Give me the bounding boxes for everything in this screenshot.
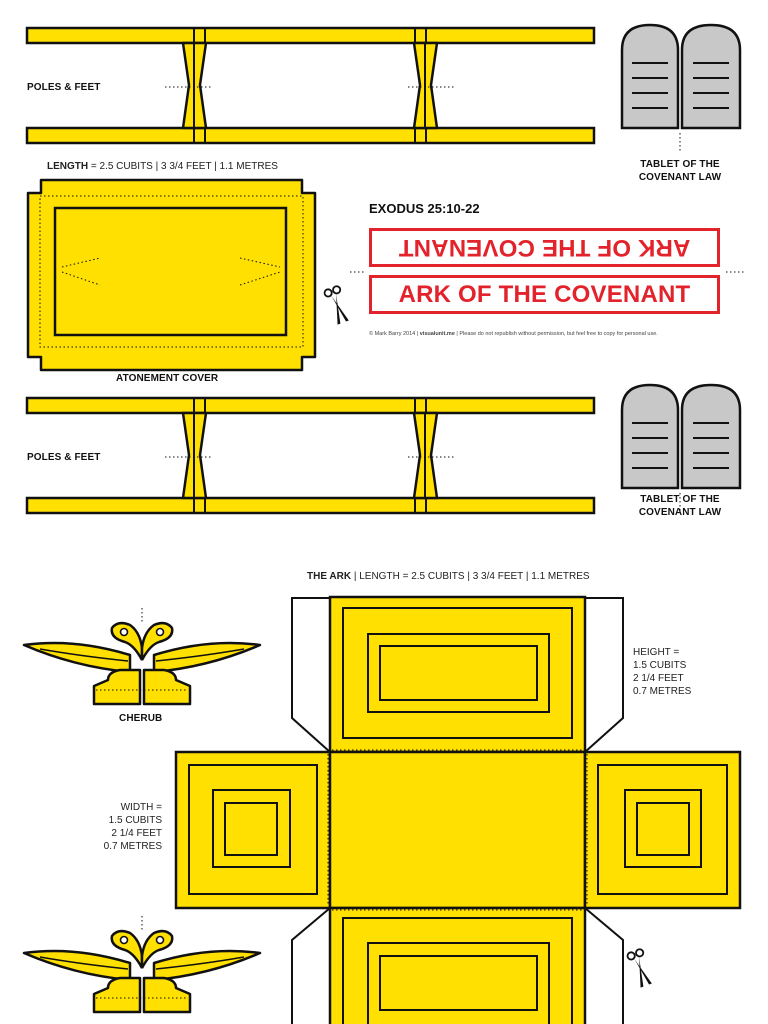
cherub-top-icon (24, 608, 260, 704)
cherub-bottom-icon (24, 916, 260, 1012)
poles-feet-label: POLES & FEET (27, 82, 101, 93)
copyright-b: | Please do not republish without permission, but feel free to copy for personal use. (454, 331, 658, 337)
scissors-icon (627, 948, 655, 988)
ark-length-label (307, 571, 590, 582)
copyright-a: © Mark Barry 2014 | (369, 331, 420, 337)
width-measure (82, 801, 162, 853)
height-measure (633, 646, 691, 698)
height-line: 0.7 METRES (633, 686, 692, 697)
tablet-top-icon (622, 25, 740, 152)
width-line: 0.7 METRES (103, 841, 162, 852)
scissors-icon (324, 285, 352, 325)
atonement-cover-label: ATONEMENT COVER (116, 373, 219, 384)
tablet-label: TABLET OF THE COVENANT LAW (638, 494, 722, 518)
cover-length-label-bold: LENGTH (47, 161, 89, 172)
width-line: 1.5 CUBITS (108, 815, 162, 826)
title-flipped-text: ARK OF THE COVENANT (398, 234, 691, 261)
height-line: 2 1/4 FEET (633, 673, 684, 684)
width-line: WIDTH = (120, 802, 162, 813)
cover-length-label-rest: = 2.5 CUBITS | 3 3/4 FEET | 1.1 METRES (88, 161, 278, 172)
height-line: 1.5 CUBITS (633, 660, 687, 671)
width-line: 2 1/4 FEET (111, 828, 162, 839)
poles-feet-bottom-piece (27, 398, 594, 513)
title-box (369, 275, 720, 314)
poles-feet-top-piece (27, 28, 594, 143)
copyright-notice (369, 331, 658, 337)
ark-length-label-bold: THE ARK (307, 571, 352, 582)
cover-length-label (47, 161, 278, 172)
title-text: ARK OF THE COVENANT (398, 281, 691, 308)
copyright-site: visualunit.me (419, 331, 455, 337)
cherub-label: CHERUB (119, 713, 163, 724)
height-line: HEIGHT = (633, 647, 680, 658)
title-flipped-box (369, 228, 720, 267)
poles-feet-label: POLES & FEET (27, 452, 101, 463)
ark-length-label-rest: | LENGTH = 2.5 CUBITS | 3 3/4 FEET | 1.1 METRES (351, 571, 590, 582)
reference-label: EXODUS 25:10-22 (369, 201, 480, 216)
tablet-label: TABLET OF THE COVENANT LAW (638, 159, 722, 183)
